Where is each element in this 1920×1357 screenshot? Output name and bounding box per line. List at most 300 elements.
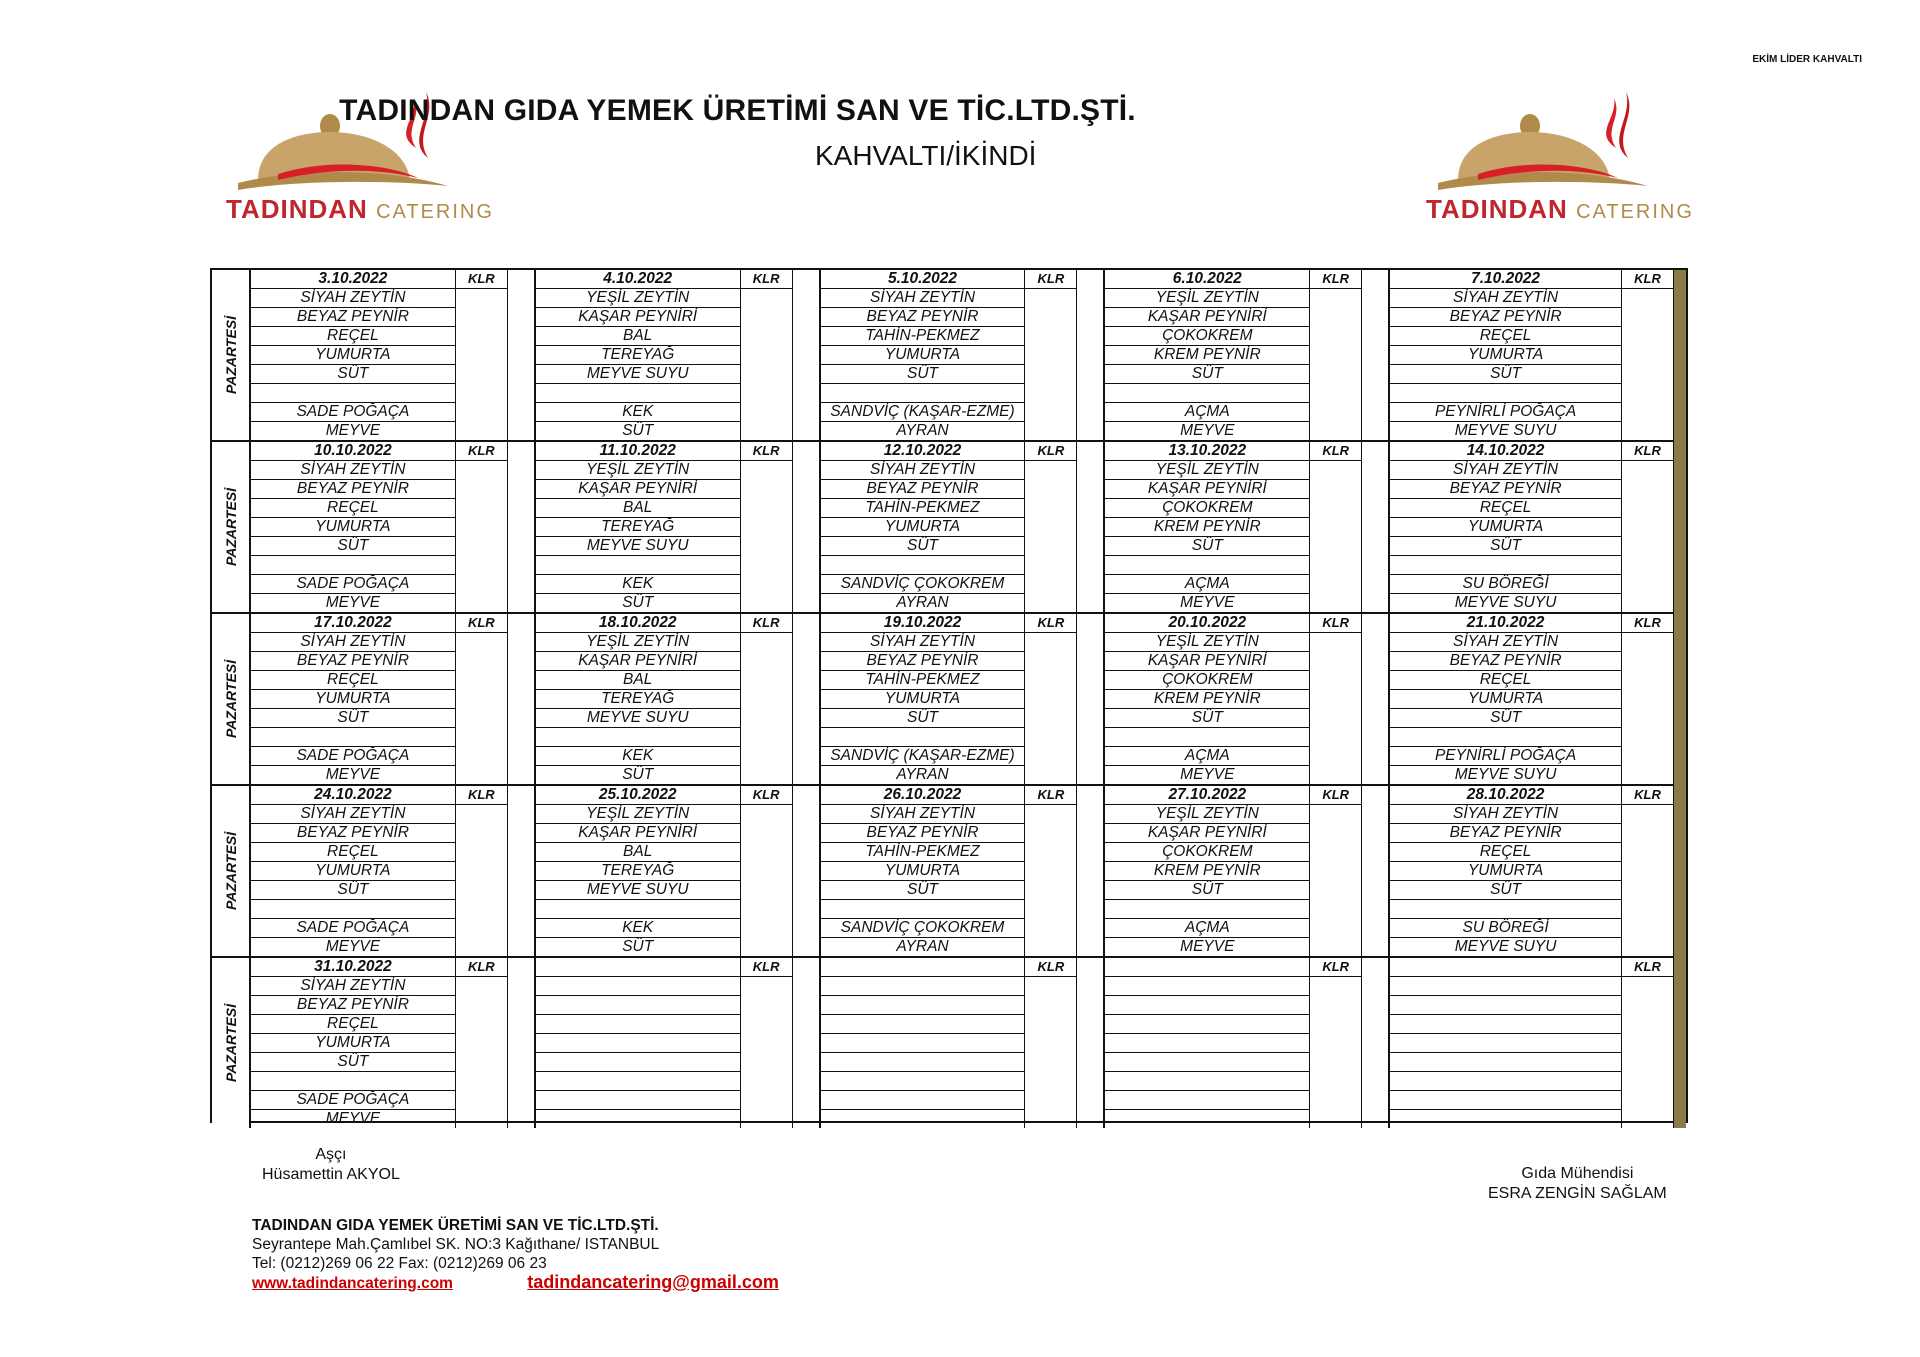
menu-item: AÇMA [1104, 575, 1310, 594]
menu-item [1104, 996, 1310, 1015]
day-date: 19.10.2022 [820, 614, 1026, 633]
menu-item: SANDVİÇ ÇOKOKREM [820, 919, 1026, 938]
day-column [1104, 270, 1389, 440]
day-column [535, 958, 820, 1128]
breakfast-menu-table [210, 268, 1688, 1127]
menu-item [1389, 1053, 1622, 1072]
day-column [1104, 958, 1389, 1128]
week-day-label: PAZARTESİ [212, 786, 249, 958]
menu-item [820, 1072, 1026, 1091]
calorie-header: KLR [1025, 786, 1076, 805]
menu-item: REÇEL [1389, 843, 1622, 862]
calorie-header: KLR [1310, 270, 1361, 289]
week-day-label: PAZARTESİ [212, 270, 249, 442]
menu-item: YEŞİL ZEYTİN [535, 461, 741, 480]
menu-item [820, 1053, 1026, 1072]
menu-item: SÜT [250, 709, 456, 728]
day-date: 13.10.2022 [1104, 442, 1310, 461]
day-column [250, 786, 535, 956]
menu-item: MEYVE [1104, 422, 1310, 440]
menu-item: MEYVE [1104, 594, 1310, 612]
menu-item: SÜT [250, 537, 456, 556]
day-date: 11.10.2022 [535, 442, 741, 461]
day-column [1104, 614, 1389, 784]
menu-item: YUMURTA [820, 690, 1026, 709]
menu-item: REÇEL [1389, 499, 1622, 518]
calorie-header: KLR [741, 270, 792, 289]
menu-item: BEYAZ PEYNİR [820, 308, 1026, 327]
menu-item: SÜT [1389, 365, 1622, 384]
menu-item: SÜT [820, 709, 1026, 728]
engineer-name: ESRA ZENGİN SAĞLAM [1488, 1185, 1667, 1202]
day-date [820, 958, 1026, 977]
day-date: 26.10.2022 [820, 786, 1026, 805]
menu-item: SÜT [535, 594, 741, 612]
menu-item [1389, 1015, 1622, 1034]
calorie-header: KLR [1025, 958, 1076, 977]
menu-item: YUMURTA [250, 690, 456, 709]
week-row [250, 270, 1674, 442]
cook-name: Hüsamettin AKYOL [262, 1166, 400, 1183]
menu-item: SİYAH ZEYTİN [1389, 289, 1622, 308]
column-spacer [1077, 958, 1103, 1128]
menu-item [535, 384, 741, 403]
menu-item [1389, 384, 1622, 403]
menu-item: MEYVE SUYU [535, 365, 741, 384]
menu-item: SANDVİÇ (KAŞAR-EZME) [820, 747, 1026, 766]
document-corner-label: EKİM LİDER KAHVALTI [1752, 54, 1862, 65]
column-spacer [1362, 786, 1388, 956]
menu-item: SİYAH ZEYTİN [250, 977, 456, 996]
menu-item: KREM PEYNİR [1104, 346, 1310, 365]
menu-item [535, 728, 741, 747]
company-title: TADINDAN GIDA YEMEK ÜRETİMİ SAN VE TİC.LTD.ŞTİ. [339, 94, 1136, 127]
brand-logo-left: TADINDAN CATERING [218, 88, 498, 238]
day-date: 3.10.2022 [250, 270, 456, 289]
week-row [250, 958, 1674, 1128]
menu-item: MEYVE [250, 422, 456, 440]
menu-item: BAL [535, 843, 741, 862]
menu-item: MEYVE [1104, 766, 1310, 784]
menu-item: YEŞİL ZEYTİN [1104, 289, 1310, 308]
menu-item: SÜT [250, 365, 456, 384]
calorie-header: KLR [1025, 614, 1076, 633]
menu-item: AYRAN [820, 594, 1026, 612]
menu-item: SU BÖREĞİ [1389, 575, 1622, 594]
menu-item [535, 977, 741, 996]
menu-item: SADE POĞAÇA [250, 747, 456, 766]
menu-item: SU BÖREĞİ [1389, 919, 1622, 938]
day-column [535, 786, 820, 956]
menu-item: MEYVE [250, 766, 456, 784]
menu-item: YUMURTA [1389, 518, 1622, 537]
menu-item [250, 900, 456, 919]
day-date: 4.10.2022 [535, 270, 741, 289]
menu-item [250, 384, 456, 403]
week-row [250, 442, 1674, 614]
menu-item: SİYAH ZEYTİN [820, 805, 1026, 824]
column-spacer [793, 442, 819, 612]
column-spacer [508, 786, 534, 956]
menu-item: BEYAZ PEYNİR [250, 824, 456, 843]
calorie-header: KLR [456, 958, 507, 977]
day-date: 21.10.2022 [1389, 614, 1622, 633]
menu-item [1389, 556, 1622, 575]
menu-item: YUMURTA [250, 518, 456, 537]
day-date [1389, 958, 1622, 977]
day-column [820, 270, 1105, 440]
menu-item: MEYVE [250, 594, 456, 612]
column-spacer [508, 958, 534, 1128]
column-spacer [1077, 614, 1103, 784]
menu-item [535, 1053, 741, 1072]
menu-item: REÇEL [250, 843, 456, 862]
day-date: 6.10.2022 [1104, 270, 1310, 289]
menu-item: KEK [535, 919, 741, 938]
menu-item: KREM PEYNİR [1104, 518, 1310, 537]
menu-item: AYRAN [820, 766, 1026, 784]
menu-item: PEYNİRLİ POĞAÇA [1389, 747, 1622, 766]
menu-item [535, 900, 741, 919]
footer-address: Seyrantepe Mah.Çamlıbel SK. NO:3 Kağıthane/ ISTANBUL [252, 1236, 660, 1253]
menu-item [820, 728, 1026, 747]
menu-item: SÜT [535, 938, 741, 956]
footer-company: TADINDAN GIDA YEMEK ÜRETİMİ SAN VE TİC.LTD.ŞTİ. [252, 1217, 659, 1234]
calorie-header: KLR [1310, 958, 1361, 977]
decorative-border-bar [1674, 270, 1686, 1128]
menu-item [820, 996, 1026, 1015]
day-column [250, 614, 535, 784]
menu-item: BAL [535, 499, 741, 518]
day-column [1389, 614, 1674, 784]
menu-item: TAHİN-PEKMEZ [820, 499, 1026, 518]
day-date [1104, 958, 1310, 977]
menu-item: SİYAH ZEYTİN [250, 805, 456, 824]
calorie-header: KLR [456, 270, 507, 289]
calorie-header: KLR [1310, 614, 1361, 633]
menu-item [820, 1091, 1026, 1110]
calorie-header: KLR [1622, 442, 1673, 461]
menu-item [820, 384, 1026, 403]
day-column [250, 958, 535, 1128]
menu-item: YUMURTA [250, 862, 456, 881]
column-spacer [1362, 270, 1388, 440]
menu-item [1389, 728, 1622, 747]
day-column [1104, 786, 1389, 956]
menu-item: SÜT [1104, 709, 1310, 728]
menu-item: REÇEL [250, 327, 456, 346]
menu-item: BEYAZ PEYNİR [820, 652, 1026, 671]
menu-item: BEYAZ PEYNİR [1389, 480, 1622, 499]
menu-item: YEŞİL ZEYTİN [535, 805, 741, 824]
menu-item: SİYAH ZEYTİN [820, 289, 1026, 308]
column-spacer [508, 614, 534, 784]
calorie-header: KLR [456, 442, 507, 461]
menu-item: REÇEL [1389, 671, 1622, 690]
day-date: 25.10.2022 [535, 786, 741, 805]
menu-item: ÇOKOKREM [1104, 671, 1310, 690]
menu-item [535, 1015, 741, 1034]
menu-item: BEYAZ PEYNİR [250, 652, 456, 671]
menu-item [1104, 384, 1310, 403]
weeks-container [250, 270, 1674, 1128]
menu-item [1389, 1110, 1622, 1128]
menu-item: SİYAH ZEYTİN [1389, 461, 1622, 480]
menu-item: BEYAZ PEYNİR [820, 824, 1026, 843]
day-column [1389, 958, 1674, 1128]
day-date: 7.10.2022 [1389, 270, 1622, 289]
menu-item [1389, 1034, 1622, 1053]
menu-item: SÜT [250, 1053, 456, 1072]
menu-item [1104, 1091, 1310, 1110]
menu-item [820, 1015, 1026, 1034]
menu-item: MEYVE SUYU [535, 709, 741, 728]
day-date: 20.10.2022 [1104, 614, 1310, 633]
menu-item: BEYAZ PEYNİR [1389, 824, 1622, 843]
menu-item: YEŞİL ZEYTİN [535, 289, 741, 308]
footer-contact [252, 1216, 779, 1293]
day-date: 10.10.2022 [250, 442, 456, 461]
menu-item: PEYNİRLİ POĞAÇA [1389, 403, 1622, 422]
menu-item [1389, 1091, 1622, 1110]
calorie-header: KLR [1622, 270, 1673, 289]
menu-item [1104, 900, 1310, 919]
day-column [820, 958, 1105, 1128]
menu-item: KEK [535, 403, 741, 422]
calorie-header: KLR [741, 614, 792, 633]
calorie-header: KLR [1622, 958, 1673, 977]
calorie-header: KLR [1310, 786, 1361, 805]
menu-item: KAŞAR PEYNİRİ [535, 652, 741, 671]
menu-item: SİYAH ZEYTİN [1389, 633, 1622, 652]
menu-item [1104, 1110, 1310, 1128]
website-link[interactable]: www.tadindancatering.com [252, 1275, 453, 1292]
menu-item [1104, 1053, 1310, 1072]
menu-item: SÜT [1389, 537, 1622, 556]
menu-item: SİYAH ZEYTİN [250, 633, 456, 652]
menu-item: SADE POĞAÇA [250, 403, 456, 422]
menu-item: AÇMA [1104, 403, 1310, 422]
column-spacer [508, 442, 534, 612]
menu-item: SÜT [1389, 709, 1622, 728]
menu-item: AYRAN [820, 938, 1026, 956]
menu-item: ÇOKOKREM [1104, 499, 1310, 518]
menu-item [535, 556, 741, 575]
week-row [250, 786, 1674, 958]
column-spacer [793, 614, 819, 784]
menu-item: YUMURTA [1389, 346, 1622, 365]
menu-item [250, 1072, 456, 1091]
menu-item: KAŞAR PEYNİRİ [1104, 824, 1310, 843]
menu-item: SÜT [535, 766, 741, 784]
menu-item: MEYVE [1104, 938, 1310, 956]
day-column [535, 614, 820, 784]
menu-item: SANDVİÇ (KAŞAR-EZME) [820, 403, 1026, 422]
menu-item [1104, 1015, 1310, 1034]
day-column [1389, 442, 1674, 612]
menu-item [535, 1091, 741, 1110]
engineer-signature [1488, 1164, 1667, 1204]
calorie-header: KLR [1025, 442, 1076, 461]
week-day-label: PAZARTESİ [212, 614, 249, 786]
day-date: 24.10.2022 [250, 786, 456, 805]
menu-item: KEK [535, 575, 741, 594]
menu-item: SİYAH ZEYTİN [250, 461, 456, 480]
menu-item: SİYAH ZEYTİN [820, 461, 1026, 480]
menu-item [535, 996, 741, 1015]
menu-item [250, 556, 456, 575]
menu-item [1104, 556, 1310, 575]
menu-item: MEYVE SUYU [1389, 594, 1622, 612]
menu-item: SADE POĞAÇA [250, 1091, 456, 1110]
menu-item: BEYAZ PEYNİR [250, 480, 456, 499]
day-column [820, 614, 1105, 784]
menu-subtitle: KAHVALTI/İKİNDİ [815, 140, 1037, 171]
menu-item [820, 900, 1026, 919]
email-link[interactable]: tadindancatering@gmail.com [527, 1272, 779, 1292]
menu-item: KAŞAR PEYNİRİ [535, 824, 741, 843]
menu-item: YUMURTA [250, 1034, 456, 1053]
column-spacer [1077, 786, 1103, 956]
menu-item: KAŞAR PEYNİRİ [535, 308, 741, 327]
column-spacer [793, 270, 819, 440]
menu-item: TEREYAĞ [535, 690, 741, 709]
menu-item [820, 556, 1026, 575]
menu-item: SÜT [820, 537, 1026, 556]
day-date: 14.10.2022 [1389, 442, 1622, 461]
day-column [1389, 270, 1674, 440]
menu-item: SÜT [1104, 365, 1310, 384]
menu-item: SÜT [535, 422, 741, 440]
day-date: 18.10.2022 [535, 614, 741, 633]
menu-item: KREM PEYNİR [1104, 690, 1310, 709]
menu-item: REÇEL [1389, 327, 1622, 346]
menu-item: SÜT [1104, 881, 1310, 900]
day-date: 28.10.2022 [1389, 786, 1622, 805]
menu-item: YUMURTA [820, 862, 1026, 881]
menu-item: YEŞİL ZEYTİN [535, 633, 741, 652]
day-column [250, 270, 535, 440]
menu-item: AYRAN [820, 422, 1026, 440]
calorie-header: KLR [741, 786, 792, 805]
column-spacer [793, 786, 819, 956]
menu-item: SÜT [250, 881, 456, 900]
day-column [250, 442, 535, 612]
menu-item [820, 977, 1026, 996]
calorie-header: KLR [456, 786, 507, 805]
menu-item: MEYVE SUYU [535, 881, 741, 900]
calorie-header: KLR [1622, 614, 1673, 633]
day-date: 27.10.2022 [1104, 786, 1310, 805]
menu-item: ÇOKOKREM [1104, 327, 1310, 346]
menu-item: AÇMA [1104, 919, 1310, 938]
menu-item [535, 1072, 741, 1091]
menu-item: YUMURTA [1389, 862, 1622, 881]
menu-item [1104, 977, 1310, 996]
menu-item: KAŞAR PEYNİRİ [1104, 480, 1310, 499]
menu-item: SÜT [1389, 881, 1622, 900]
menu-item: SİYAH ZEYTİN [820, 633, 1026, 652]
menu-item: MEYVE SUYU [1389, 938, 1622, 956]
calorie-header: KLR [456, 614, 507, 633]
menu-item: KEK [535, 747, 741, 766]
menu-item: BAL [535, 671, 741, 690]
menu-item: TEREYAĞ [535, 518, 741, 537]
day-date: 12.10.2022 [820, 442, 1026, 461]
menu-item [1104, 1034, 1310, 1053]
menu-item: MEYVE SUYU [1389, 766, 1622, 784]
menu-item: BEYAZ PEYNİR [1389, 308, 1622, 327]
cook-title: Aşçı [315, 1146, 347, 1163]
week-label-column [212, 270, 250, 1128]
menu-item [535, 1034, 741, 1053]
menu-item: TAHİN-PEKMEZ [820, 327, 1026, 346]
menu-item [1104, 1072, 1310, 1091]
menu-item: SÜT [820, 881, 1026, 900]
day-column [820, 786, 1105, 956]
menu-item: REÇEL [250, 499, 456, 518]
cook-signature [262, 1145, 400, 1185]
menu-item: REÇEL [250, 1015, 456, 1034]
menu-item: YUMURTA [1389, 690, 1622, 709]
calorie-header: KLR [741, 958, 792, 977]
menu-item: KAŞAR PEYNİRİ [1104, 652, 1310, 671]
menu-item: KREM PEYNİR [1104, 862, 1310, 881]
week-day-label: PAZARTESİ [212, 442, 249, 614]
menu-item: YEŞİL ZEYTİN [1104, 461, 1310, 480]
menu-item [1389, 900, 1622, 919]
menu-item: ÇOKOKREM [1104, 843, 1310, 862]
column-spacer [1362, 614, 1388, 784]
day-column [1389, 786, 1674, 956]
menu-item: SANDVİÇ ÇOKOKREM [820, 575, 1026, 594]
column-spacer [1077, 442, 1103, 612]
column-spacer [1077, 270, 1103, 440]
week-day-label: PAZARTESİ [212, 958, 249, 1128]
menu-item: AÇMA [1104, 747, 1310, 766]
menu-item: BEYAZ PEYNİR [1389, 652, 1622, 671]
day-date: 17.10.2022 [250, 614, 456, 633]
menu-item: YEŞİL ZEYTİN [1104, 805, 1310, 824]
menu-item: SÜT [1104, 537, 1310, 556]
menu-item: MEYVE SUYU [535, 537, 741, 556]
day-date: 31.10.2022 [250, 958, 456, 977]
menu-item [1389, 977, 1622, 996]
menu-item: TEREYAĞ [535, 862, 741, 881]
day-column [820, 442, 1105, 612]
menu-item: BAL [535, 327, 741, 346]
menu-item: BEYAZ PEYNİR [820, 480, 1026, 499]
day-date: 5.10.2022 [820, 270, 1026, 289]
calorie-header: KLR [1025, 270, 1076, 289]
footer-phone: Tel: (0212)269 06 22 Fax: (0212)269 06 23 [252, 1255, 547, 1272]
column-spacer [1362, 958, 1388, 1128]
menu-item [820, 1110, 1026, 1128]
menu-item [1104, 728, 1310, 747]
menu-item: SÜT [820, 365, 1026, 384]
menu-item [820, 1034, 1026, 1053]
menu-item: MEYVE SUYU [1389, 422, 1622, 440]
day-column [535, 270, 820, 440]
day-date [535, 958, 741, 977]
menu-item [535, 1110, 741, 1128]
menu-item: YUMURTA [820, 518, 1026, 537]
menu-item: YUMURTA [820, 346, 1026, 365]
menu-item: YUMURTA [250, 346, 456, 365]
menu-item: BEYAZ PEYNİR [250, 308, 456, 327]
menu-item: TAHİN-PEKMEZ [820, 671, 1026, 690]
calorie-header: KLR [1622, 786, 1673, 805]
